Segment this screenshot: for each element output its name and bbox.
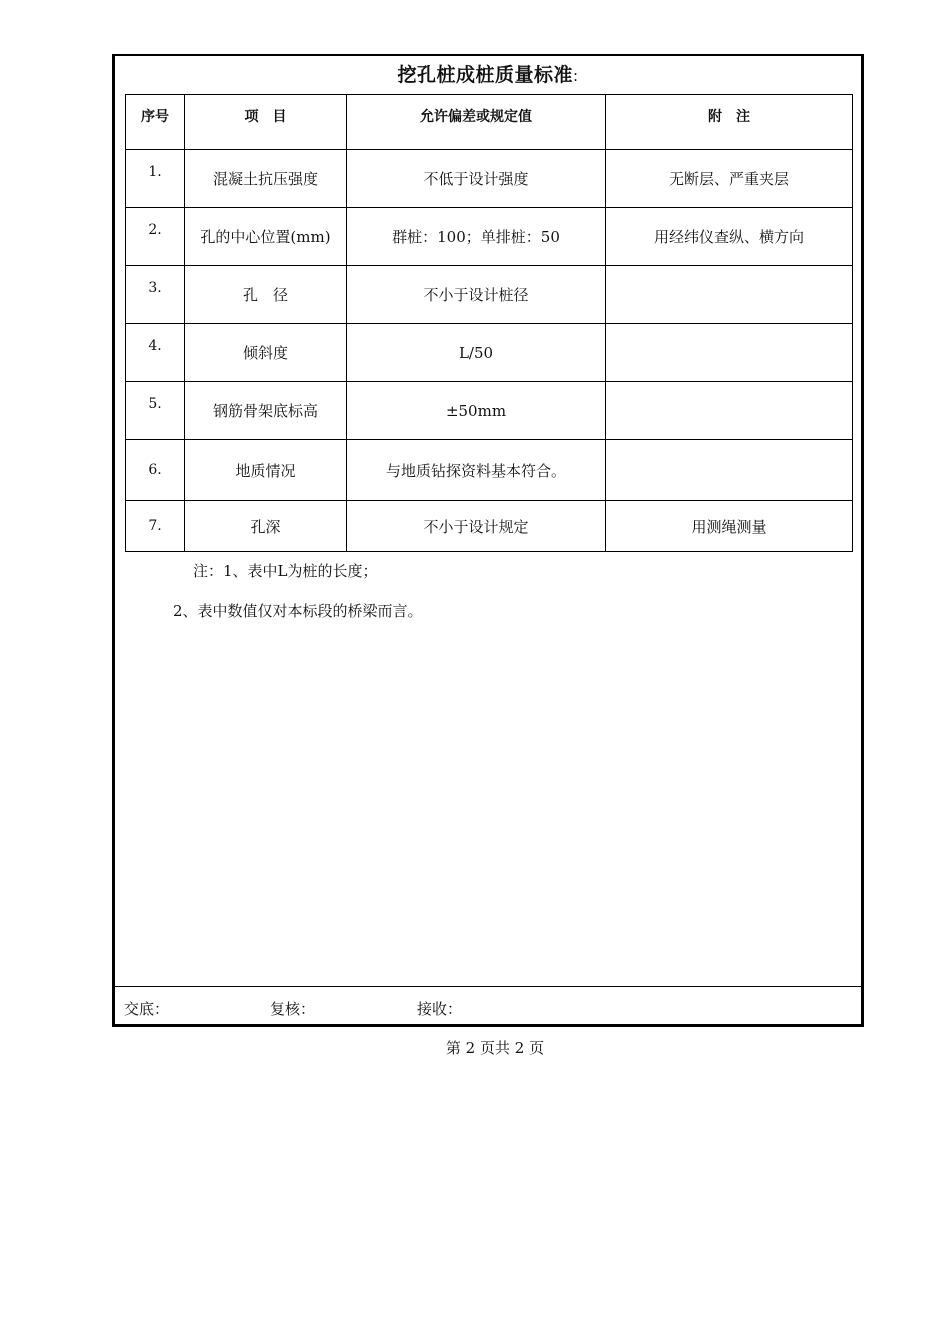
row-value: 与地质钻探资料基本符合。	[347, 440, 606, 501]
table-row	[126, 440, 853, 501]
row-remark	[606, 382, 853, 440]
header-item: 项 目	[185, 95, 347, 150]
note-2: 2、表中数值仅对本标段的桥梁而言。	[173, 602, 423, 620]
document-frame	[112, 54, 864, 1027]
handover-label: 交底：	[124, 1000, 170, 1018]
row-index: 7.	[126, 501, 185, 552]
header-index: 序号	[126, 95, 185, 150]
row-remark	[606, 324, 853, 382]
row-item: 钢筋骨架底标高	[185, 382, 347, 440]
row-item: 孔深	[185, 501, 347, 552]
note-1: 注：1、表中L为桩的长度；	[193, 562, 378, 580]
row-index: 1.	[126, 150, 185, 208]
row-item: 混凝土抗压强度	[185, 150, 347, 208]
row-remark: 无断层、严重夹层	[606, 150, 853, 208]
title-text: 挖孔桩成桩质量标准	[397, 64, 573, 86]
header-tolerance: 允许偏差或规定值	[347, 95, 606, 150]
row-index: 6.	[126, 440, 185, 501]
row-value: L/50	[347, 324, 606, 382]
row-index: 4.	[126, 324, 185, 382]
row-remark: 用经纬仪查纵、横方向	[606, 208, 853, 266]
table-row	[126, 208, 853, 266]
row-value: 不小于设计桩径	[347, 266, 606, 324]
row-index: 2.	[126, 208, 185, 266]
row-remark	[606, 266, 853, 324]
quality-standard-table	[125, 94, 853, 552]
table-row	[126, 501, 853, 552]
header-remark: 附 注	[606, 95, 853, 150]
row-index: 3.	[126, 266, 185, 324]
signature-divider	[115, 986, 861, 987]
row-item: 倾斜度	[185, 324, 347, 382]
row-remark	[606, 440, 853, 501]
table-row	[126, 382, 853, 440]
table-header-row	[126, 95, 853, 150]
row-remark: 用测绳测量	[606, 501, 853, 552]
row-value: 不低于设计强度	[347, 150, 606, 208]
row-index: 5.	[126, 382, 185, 440]
row-value: 不小于设计规定	[347, 501, 606, 552]
title-colon: :	[572, 67, 579, 85]
receive-label: 接收：	[417, 1000, 463, 1018]
table-row	[126, 150, 853, 208]
table-row	[126, 324, 853, 382]
table-row	[126, 266, 853, 324]
row-value: 群桩：100；单排桩：50	[347, 208, 606, 266]
row-value: ±50mm	[347, 382, 606, 440]
review-label: 复核：	[270, 1000, 316, 1018]
row-item: 地质情况	[185, 440, 347, 501]
row-item: 孔的中心位置(mm)	[185, 208, 347, 266]
page-number: 第 2 页共 2 页	[445, 1039, 545, 1057]
row-item: 孔 径	[185, 266, 347, 324]
page-title	[115, 60, 861, 87]
